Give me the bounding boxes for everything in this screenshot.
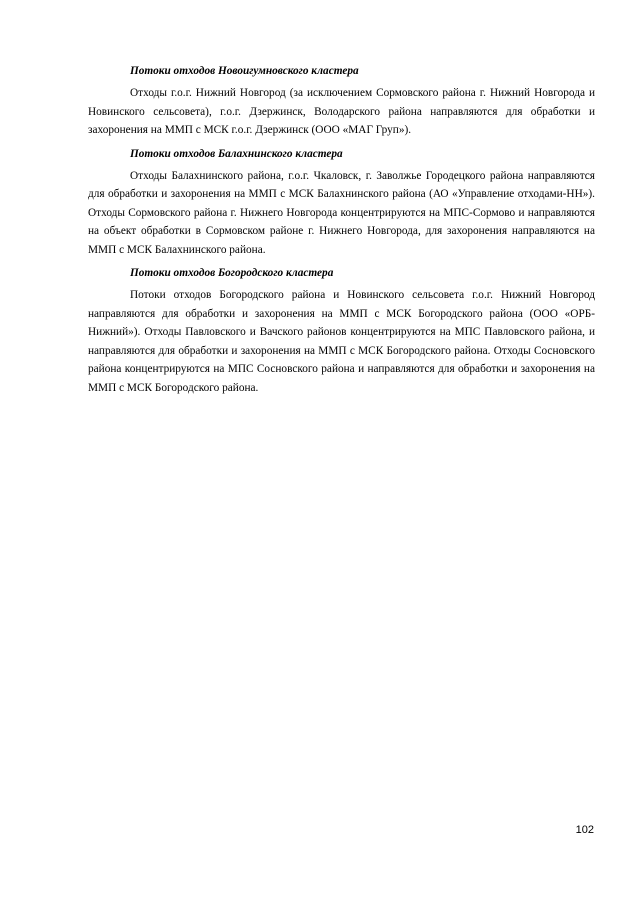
section-paragraph-balakhninsky: Отходы Балахнинского района, г.о.г. Чкаловск, г. Заволжье Городецкого района направляются для обработки и захоронения на ММП с МСК Балахнинского района (АО «Управление отходами-НН»). Отходы Сормовского района г. Нижнего Новгорода концентрируются на МПС-Сормово и направляются на объект обработки в Сормовском районе г. Нижнего Новгорода, для захоронения направляются на ММП с МСК Балахнинского района. (88, 169, 595, 256)
section-heading-balakhninsky: Потоки отходов Балахнинского кластера (130, 147, 343, 160)
page-number: 102 (575, 824, 594, 836)
page-content (88, 62, 595, 402)
section-heading-novoigumnovsky: Потоки отходов Новоигумновского кластера (130, 65, 359, 77)
section-paragraph-bogorodsky: Потоки отходов Богородского района и Новинского сельсовета г.о.г. Нижний Новгород направляются для обработки и захоронения на ММП с МСК Богородского района (ООО «ОРБ-Нижний»). Отходы Павловского и Вачского районов концентрируются на МПС Павловского района, и направляются для обработки и захоронения на ММП с МСК Богородского района. Отходы Сосновского района концентрируются на МПС Сосновского района и направляются для обработки и захоронения на ММП с МСК Богородского района. (88, 289, 595, 394)
section-heading-bogorodsky: Потоки отходов Богородского кластера (130, 267, 334, 279)
section-paragraph-novoigumnovsky: Отходы г.о.г. Нижний Новгород (за исключением Сормовского района г. Нижний Новгорода и Новинского сельсовета), г.о.г. Дзержинск, Володарского района направляются для обработки и захоронения на ММП с МСК г.о.г. Дзержинск (ООО «МАГ Груп»). (88, 87, 595, 136)
